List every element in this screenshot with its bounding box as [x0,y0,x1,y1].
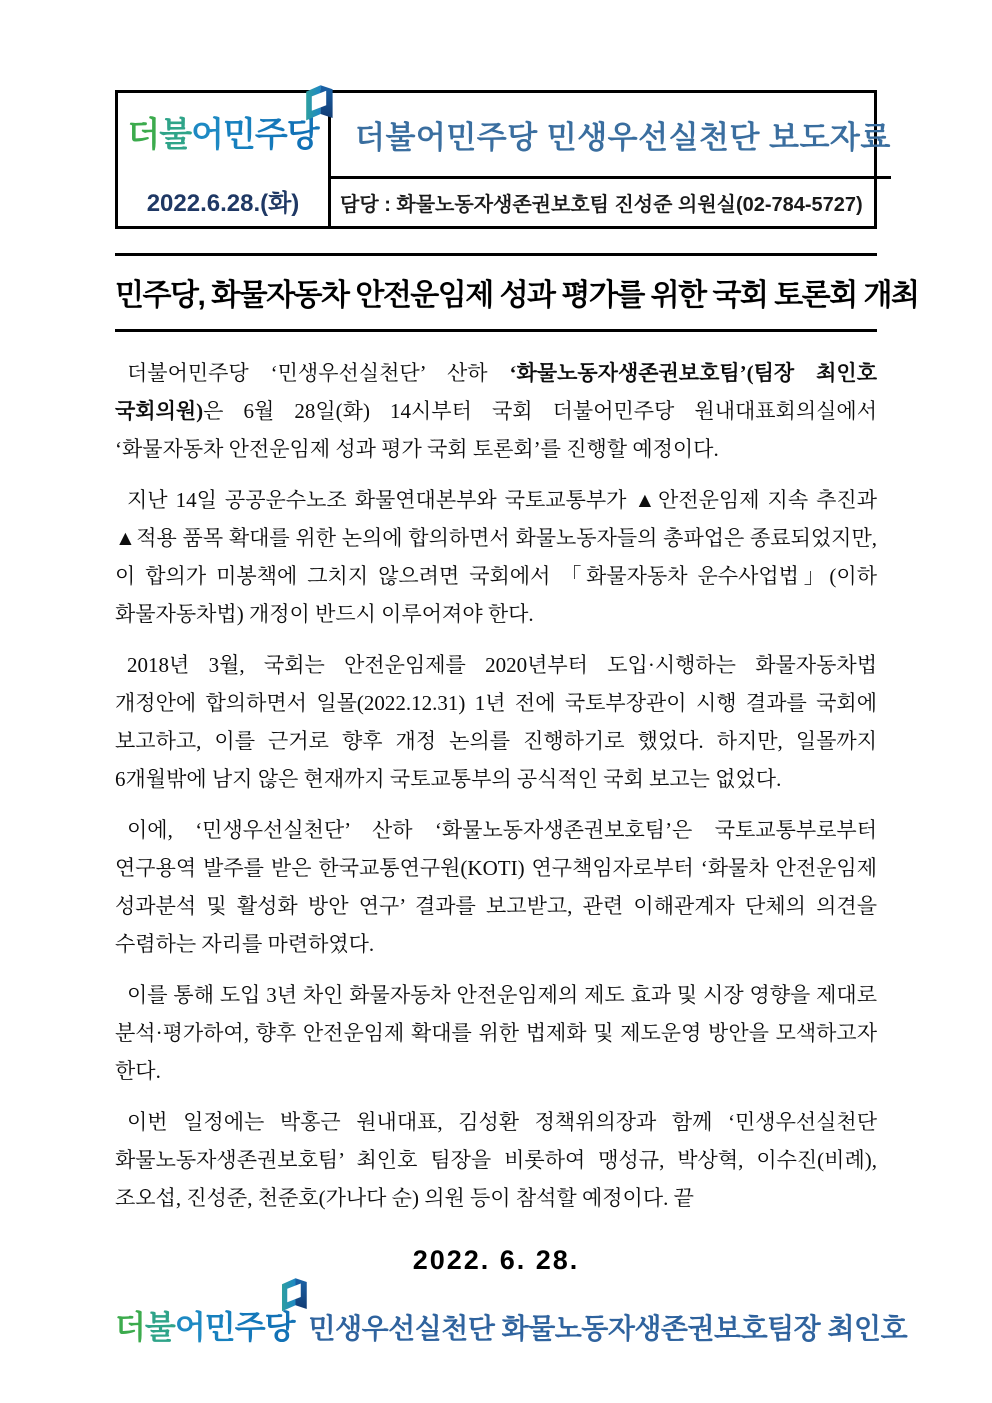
press-release-page [115,0,919,1348]
title-bottom-rule [115,329,877,332]
title-block [115,253,919,332]
footer-party-logo-text: 더불어민주당 [115,1309,295,1345]
paragraph-1 [115,354,877,468]
paragraph-6: 이번 일정에는 박홍근 원내대표, 김성환 정책위의장과 함께 ‘민생우선실천단 화물노동자생존권보호팀’ 최인호 팀장을 비롯하여 맹성규, 박상혁, 이수진(비례), 조오섭, 진성준, 천준호(가나다 순) 의원 등이 참석할 예정이다. 끝 [115,1110,877,1210]
paragraph-1-tail: 은 6월 28일(화) 14시부터 국회 더불어민주당 원내대표회의실에서 ‘화물자동차 안전운임제 성과 평가 국회 토론회’를 진행할 예정이다. [115,399,877,461]
header-table [115,90,891,229]
paragraph-1-bold: ‘화물노동자생존권보호팀’(팀장 최인호 국회의원) [115,361,877,423]
footer-party-logo [115,1302,295,1348]
paragraph-3: 2018년 3월, 국회는 안전운임제를 2020년부터 도입·시행하는 화물자동차법 개정안에 합의하면서 일몰(2022.12.31) 1년 전에 국토부장관이 시행 결과를 국회에 보고하고, 이를 근거로 향후 개정 논의를 진행하기로 했었다. 하지만, 일몰까지 6개월밖에 남지 않은 현재까지 국토교통부의 공식적인 국회 보고는 없었다. [115,653,877,791]
document-body [115,354,877,1217]
paragraph-5: 이를 통해 도입 3년 차인 화물자동차 안전운임제의 제도 효과 및 시장 영향을 제대로 분석·평가하여, 향후 안전운임제 확대를 위한 법제화 및 제도운영 방안을 모색하고자 한다. [115,983,877,1083]
header-date: 2022.6.28.(화) [146,190,300,217]
footer-signature: 민생우선실천단 화물노동자생존권보호팀장 최인호 [308,1313,908,1344]
footer-signature-row [115,1302,908,1348]
header-left-cell [118,93,331,226]
header-contact: 담당 : 화물노동자생존권보호팀 진성준 의원실(02-784-5727) [340,194,863,216]
header-contact-cell [331,179,891,226]
footer-party-flag-icon [279,1276,309,1312]
paragraph-1-text: 더불어민주당 ‘민생우선실천단’ 산하 [127,361,510,385]
header-org-title: 더불어민주당 민생우선실천단 보도자료 [355,120,891,155]
party-logo-text: 더불어민주당 [127,116,319,154]
header-title-cell [331,93,891,179]
party-logo [127,107,318,156]
paragraph-2: 지난 14일 공공운수노조 화물연대본부와 국토교통부가 ▲안전운임제 지속 추진과 ▲적용 품목 확대를 위한 논의에 합의하면서 화물노동자들의 총파업은 종료되었지만, 이 합의가 미봉책에 그치지 않으려면 국회에서 「화물자동차 운수사업법」(이하 화물자동차법) 개정이 반드시 이루어져야 한다. [115,488,877,626]
paragraph-4: 이에, ‘민생우선실천단’ 산하 ‘화물노동자생존권보호팀’은 국토교통부로부터 연구용역 발주를 받은 한국교통연구원(KOTI) 연구책임자로부터 ‘화물차 안전운임제 성과분석 및 활성화 방안 연구’ 결과를 보고받고, 관련 이해관계자 단체의 의견을 수렴하는 자리를 마련하였다. [115,818,877,956]
footer-date: 2022. 6. 28. [412,1245,580,1275]
document-title: 민주당, 화물자동차 안전운임제 성과 평가를 위한 국회 토론회 개최 [115,279,919,312]
party-flag-icon [303,83,335,121]
